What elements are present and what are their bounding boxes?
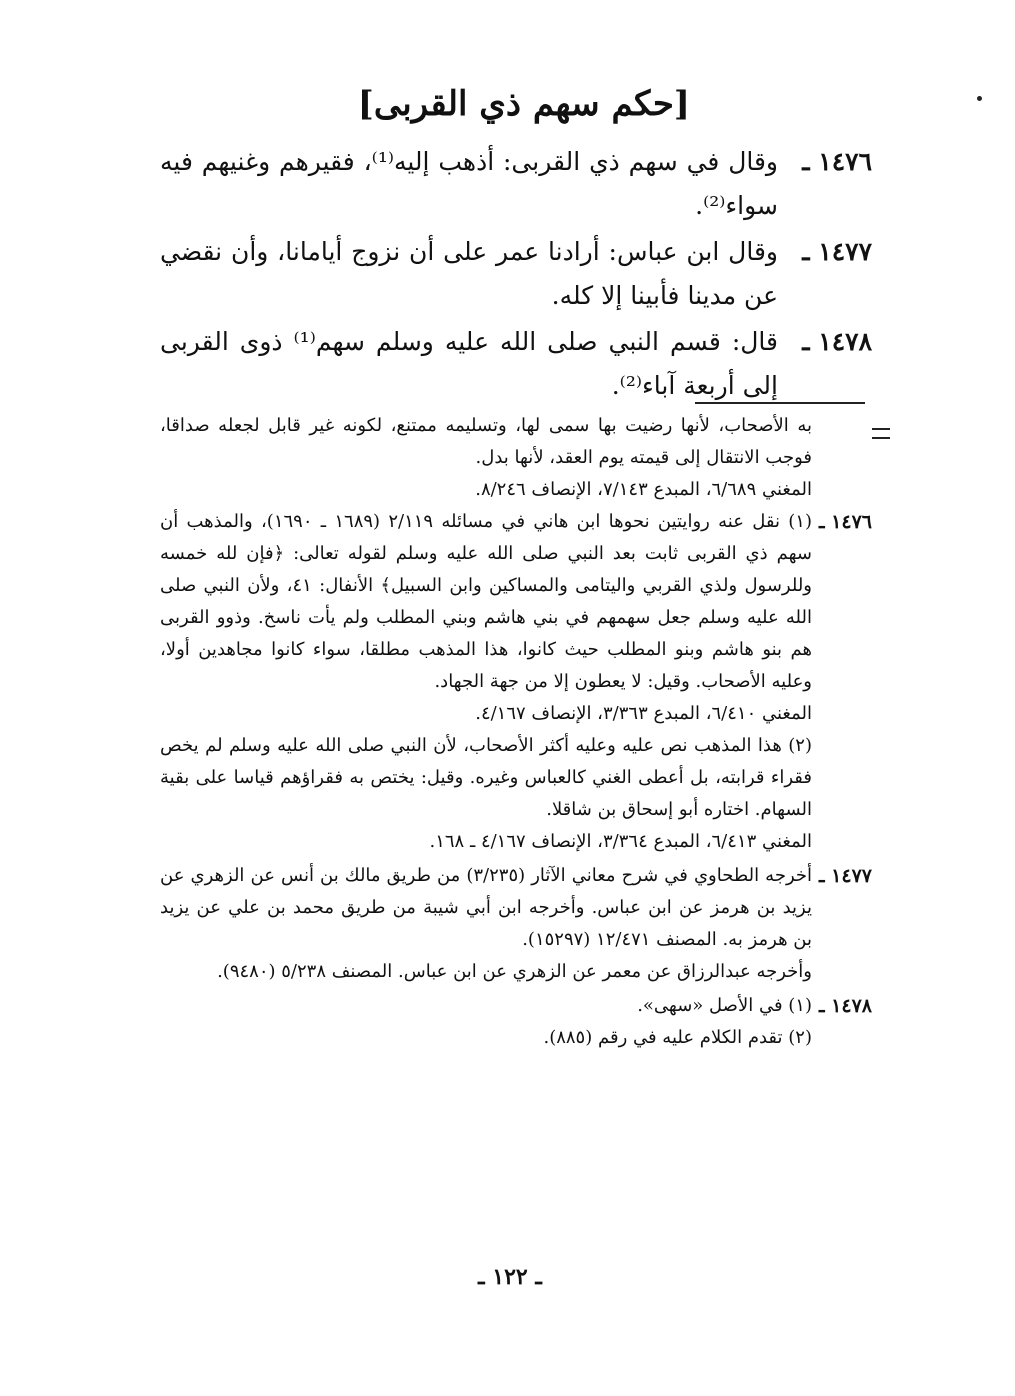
footnote-number: ١٤٧٧ ـ bbox=[818, 865, 872, 887]
entry-number: ١٤٧٦ ـ bbox=[802, 147, 872, 176]
continuation-mark bbox=[872, 428, 890, 439]
footnote-reference: المغني ٦/٤١٣، المبدع ٣/٣٦٤، الإنصاف ٤/١٦٧ ـ ١٦٨. bbox=[429, 831, 812, 852]
footnote-1476 bbox=[160, 506, 872, 858]
footnote-line: (١) في الأصل «سهى». bbox=[637, 995, 812, 1016]
footnote-1477 bbox=[160, 860, 872, 988]
footnote-line: (٢) هذا المذهب نص عليه وعليه أكثر الأصحاب، لأن النبي صلى الله عليه وسلم لم يخص فقراء قرابته، بل أعطى الغني كالعباس وغيره. وقيل: يختص به فقراؤهم قياسا على بقية السهام. اختاره أبو إسحاق بن شاقلا. bbox=[160, 735, 812, 820]
footnote-separator bbox=[695, 402, 865, 404]
entry-text: وقال ابن عباس: أرادنا عمر على أن نزوج أيامانا، وأن نقضي عن مدينا فأبينا إلا كله. bbox=[160, 237, 778, 310]
entry-number: ١٤٧٨ ـ bbox=[802, 327, 872, 356]
footnotes bbox=[160, 410, 872, 1056]
footnote-continuation bbox=[160, 410, 872, 506]
entry-1478 bbox=[160, 320, 872, 408]
page-number: ـ ١٢٢ ـ bbox=[478, 1264, 542, 1290]
footnote-number: ١٤٧٨ ـ bbox=[818, 995, 872, 1017]
entry-1476 bbox=[160, 140, 872, 228]
footnote-line: به الأصحاب، لأنها رضيت بها سمى لها، وتسليمه ممتنع، لكونه غير قابل لجعله صداقا، فوجب الانتقال إلى قيمته يوم العقد، لأنها بدل. bbox=[160, 415, 813, 468]
margin-mark bbox=[977, 96, 982, 101]
footnote-1478 bbox=[160, 990, 872, 1054]
footnote-reference: المغني ٦/٦٨٩، المبدع ٧/١٤٣، الإنصاف ٨/٢٤٦. bbox=[475, 479, 812, 500]
footnote-line: أخرجه الطحاوي في شرح معاني الآثار (٣/٢٣٥) من طريق مالك بن أنس عن الزهري عن يزيد بن هرمز عن ابن عباس. وأخرجه ابن أبي شيبة من طريق محمد بن علي عن يزيد بن هرمز به. المصنف ١٢/٤٧١ (١٥٢٩٧). bbox=[160, 865, 813, 950]
section-heading: [حكم سهم ذي القربى] bbox=[357, 84, 690, 124]
entry-text: قال: قسم النبي صلى الله عليه وسلم سهم⁽¹⁾ ذوى القربى إلى أربعة آباء⁽²⁾. bbox=[160, 327, 778, 400]
footnote-line: (١) نقل عنه روايتين نحوها ابن هاني في مسائله ٢/١١٩ (١٦٨٩ ـ ١٦٩٠)، والمذهب أن سهم ذي القربى ثابت بعد النبي صلى الله عليه وسلم لقوله تعالى: ﴿فإن لله خمسه وللرسول ولذي القربي واليتامى والمساكين وابن السبيل﴾ الأنفال: ٤١، ولأن النبي صلى الله عليه وسلم جعل سهمهم في بني هاشم وبني المطلب ولم يأت ناسخ. وذوو القربى هم بنو هاشم وبنو المطلب حيث كانوا، هذا المذهب مطلقا، سواء كانوا مجاهدين أولا، وعليه الأصحاب. وقيل: لا يعطون إلا من جهة الجهاد. bbox=[160, 511, 812, 692]
entry-number: ١٤٧٧ ـ bbox=[802, 237, 872, 266]
footnote-reference: المغني ٦/٤١٠، المبدع ٣/٣٦٣، الإنصاف ٤/١٦٧. bbox=[475, 703, 812, 724]
entry-1477 bbox=[160, 230, 872, 318]
entry-text: وقال في سهم ذي القربى: أذهب إليه⁽¹⁾، فقيرهم وغنيهم فيه سواء⁽²⁾. bbox=[160, 147, 779, 220]
footnote-line: (٢) تقدم الكلام عليه في رقم (٨٨٥). bbox=[543, 1027, 812, 1048]
main-text bbox=[160, 140, 872, 410]
footnote-number: ١٤٧٦ ـ bbox=[818, 511, 872, 533]
footnote-line: وأخرجه عبدالرزاق عن معمر عن الزهري عن ابن عباس. المصنف ٥/٢٣٨ (٩٤٨٠). bbox=[217, 961, 812, 982]
